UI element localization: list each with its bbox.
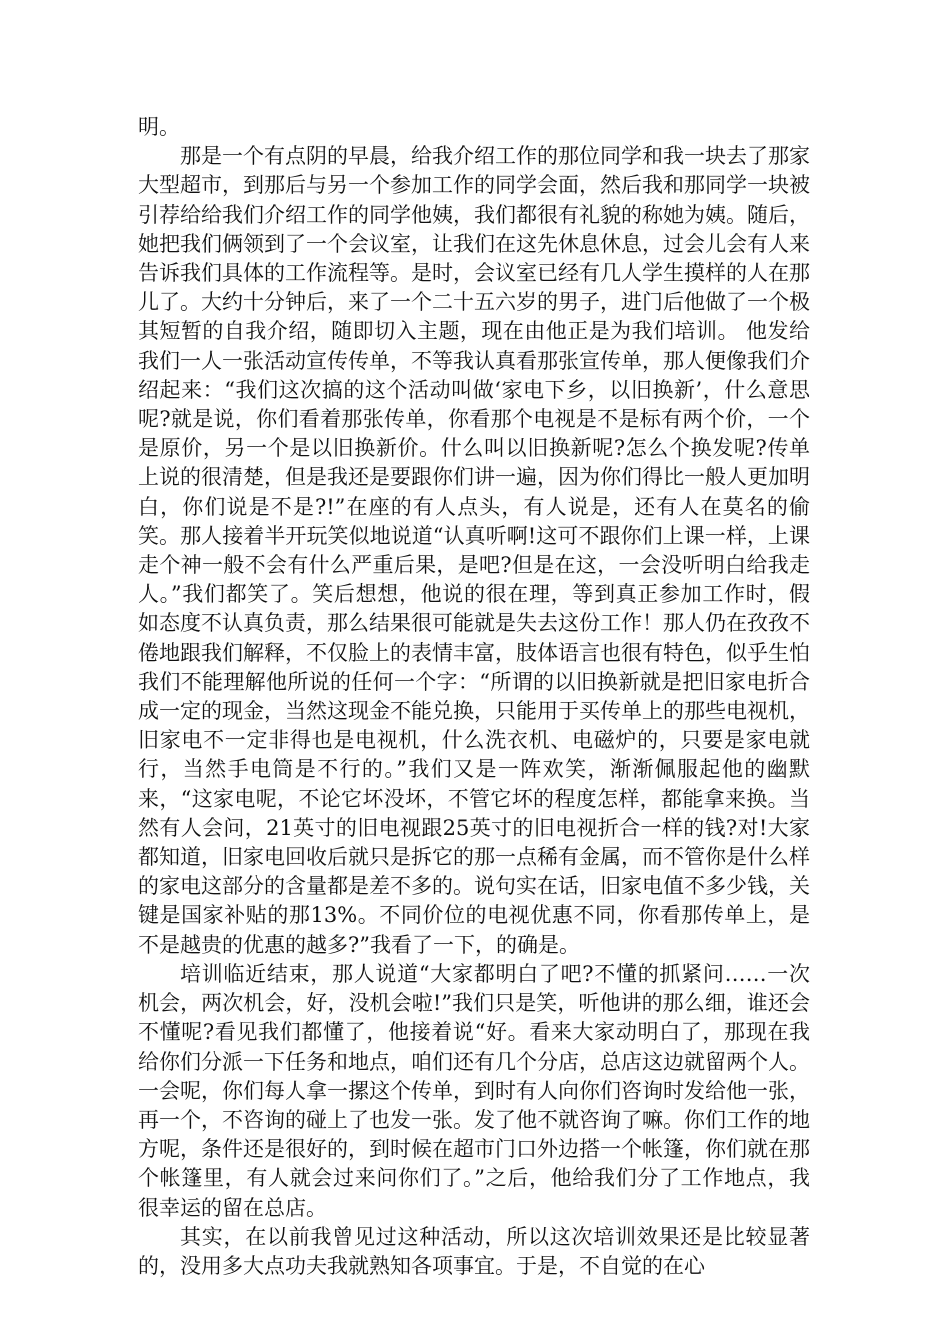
paragraph-reflection: 其实，在以前我曾见过这种活动，所以这次培训效果还是比较显著的，没用多大点功夫我就熟知各项事宜。于是，不自觉的在心 [138,1224,810,1278]
paragraph-training-story: 那是一个有点阴的早晨，给我介绍工作的那位同学和我一块去了那家大型超市，到那后与另一个参加工作的同学会面，然后我和那同学一块被引荐给给我们介绍工作的同学他姨，我们都很有礼貌的称她为姨。随后，她把我们俩领到了一个会议室，让我们在这先休息休息，过会儿会有人来告诉我们具体的工作流程等。是时，会议室已经有几人学生摸样的人在那儿了。大约十分钟后，来了一个二十五六岁的男子，进门后他做了一个极其短暂的自我介绍，随即切入主题，现在由他正是为我们培训。 他发给我们一人一张活动宣传传单，不等我认真看那张宣传单，那人便像我们介绍起来：“我们这次搞的这个活动叫做‘家电下乡，以旧换新’，什么意思呢?就是说，你们看着那张传单，你看那个电视是不是标有两个价，一个是原价，另一个是以旧换新价。什么叫以旧换新呢?怎么个换发呢?传单上说的很清楚，但是我还是要跟你们讲一遍，因为你们得比一般人更加明白，你们说是不是?!”在座的有人点头，有人说是，还有人在莫名的偷笑。那人接着半开玩笑似地说道“认真听啊!这可不跟你们上课一样，上课走个神一般不会有什么严重后果，是吧?但是在这，一会没听明白给我走人。”我们都笑了。笑后想想，他说的很在理，等到真正参加工作时，假如态度不认真负责，那么结果很可能就是失去这份工作！那人仍在孜孜不倦地跟我们解释，不仅脸上的表情丰富，肢体语言也很有特色，似乎生怕我们不能理解他所说的任何一个字：“所谓的以旧换新就是把旧家电折合成一定的现金，当然这现金不能兑换，只能用于买传单上的那些电视机，旧家电不一定非得也是电视机，什么洗衣机、电磁炉的，只要是家电就行，当然手电筒是不行的。”我们又是一阵欢笑，渐渐佩服起他的幽默来，“这家电呢，不论它坏没坏，不管它坏的程度怎样，都能拿来换。当然有人会问，21英寸的旧电视跟25英寸的旧电视折合一样的钱?对!大家都知道，旧家电回收后就只是拆它的那一点稀有金属，而不管你是什么样的家电这部分的含量都是差不多的。说句实在话，旧家电值不多少钱，关键是国家补贴的那13%。不同价位的电视优惠不同，你看那传单上，是不是越贵的优惠的越多?”我看了一下，的确是。 [138,144,810,957]
document-page [138,113,810,1281]
paragraph-training-end: 培训临近结束，那人说道“大家都明白了吧?不懂的抓紧问……一次机会，两次机会，好，没机会啦!”我们只是笑，听他讲的那么细，谁还会不懂呢?看见我们都懂了，他接着说“好。看来大家动明白了，那现在我给你们分派一下任务和地点，咱们还有几个分店，总店这边就留两个人。一会呢，你们每人拿一摞这个传单，到时有人向你们咨询时发给他一张，再一个，不咨询的碰上了也发一张。发了他不就咨询了嘛。你们工作的地方呢，条件还是很好的，到时候在超市门口外边搭一个帐篷，你们就在那个帐篷里，有人就会过来问你们了。”之后，他给我们分了工作地点，我很幸运的留在总店。 [138,961,810,1220]
paragraph-continuation: 明。 [138,115,180,139]
